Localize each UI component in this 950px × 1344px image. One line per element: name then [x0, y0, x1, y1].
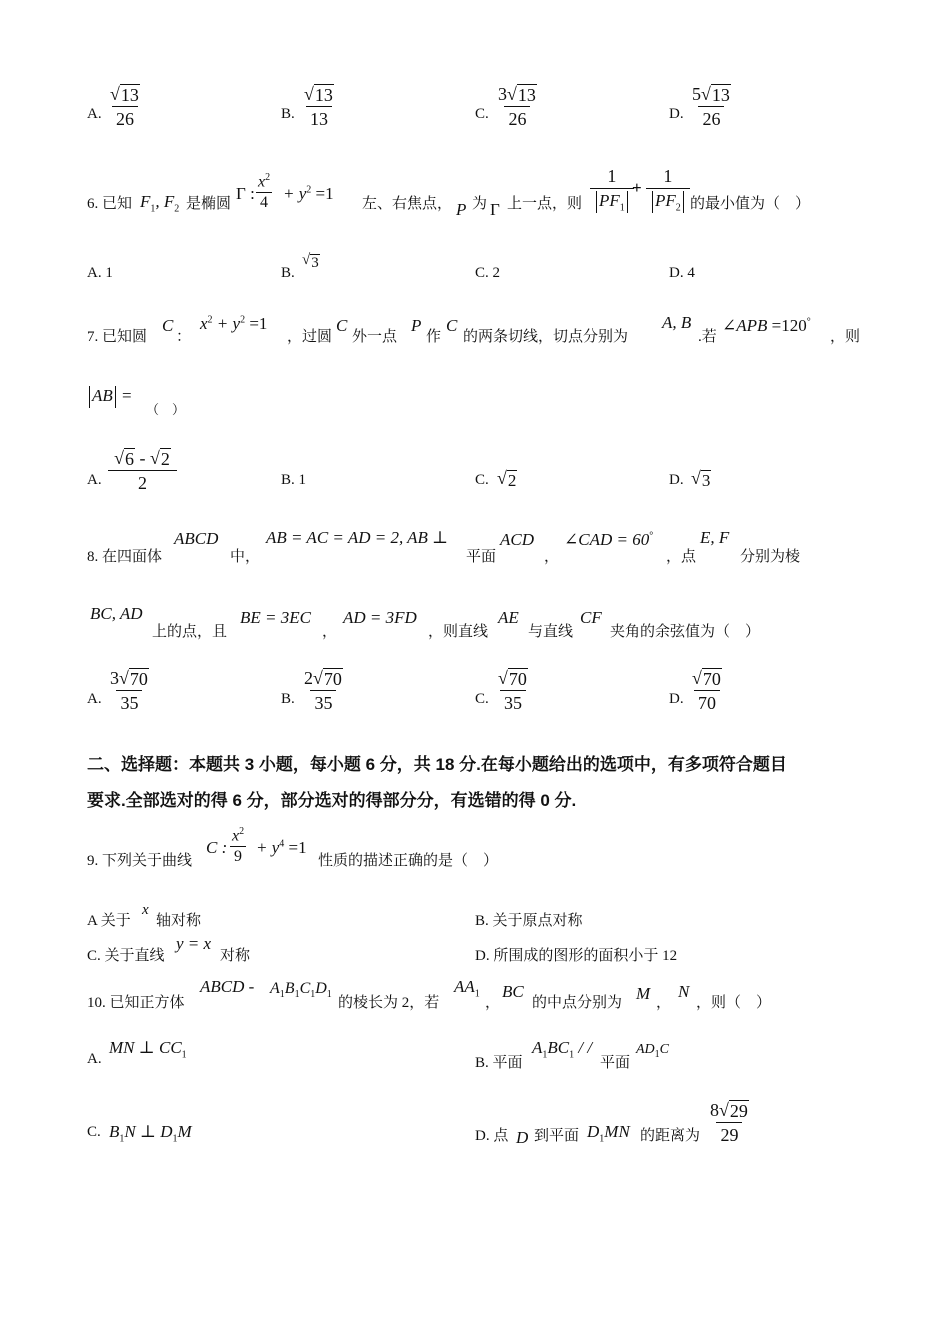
q6-plus: +: [632, 178, 642, 197]
q7-option-a-fraction: √ 6 - √ 2 2: [108, 446, 177, 495]
q8-cf: CF: [580, 608, 602, 627]
q6-ellipse-fraction: $\frac{x^2}{4}$: [258, 172, 271, 212]
q8-prefix: 8. 在四面体: [87, 549, 163, 565]
q7-circle: C: [162, 316, 174, 335]
q5-b-denominator: 13: [306, 106, 332, 131]
q9-option-a: A 关于: [87, 913, 131, 929]
q5-d-radicand: 13: [711, 85, 730, 105]
q6-option-d: D. 4: [669, 265, 695, 281]
q8-yu: 与直线: [528, 624, 574, 640]
q6-option-c: C. 2: [475, 265, 501, 281]
q10-option-d-label: D. 点: [475, 1128, 509, 1144]
q8-comma2: ，: [322, 624, 338, 640]
q5-c-radicand: 13: [517, 85, 536, 105]
q9-rest: + $y^4 =1$: [256, 838, 307, 857]
q7-paren: （ ）: [146, 402, 186, 417]
q7-mid1: ，过圆: [287, 329, 333, 345]
q7-ab: A, B: [662, 313, 692, 332]
q5-d-denominator: 26: [698, 106, 724, 131]
q9-option-c: C. 关于直线: [87, 948, 165, 964]
q8-comma1: ，: [544, 549, 560, 565]
q10-cube2: $A_1B_1C_1D_1$: [270, 980, 332, 1001]
q10-option-d-point: D: [516, 1128, 529, 1147]
q6-mid1: 左、右焦点，: [362, 196, 453, 212]
q8-acd: ACD: [500, 530, 534, 549]
q9-option-c-eq: y = x: [176, 934, 212, 953]
q8-ad: AD = 3FD: [343, 608, 417, 627]
q10-option-b-expr: $A_1BC_1$ / /: [532, 1038, 593, 1061]
q8-option-b-label: B.: [281, 691, 295, 707]
q9-option-b: B. 关于原点对称: [475, 913, 583, 929]
q10-option-d-tail: 的距离为: [640, 1128, 701, 1144]
q8-fenbie: 分别为棱: [740, 549, 801, 565]
q8-shang: 上的点，且: [152, 624, 228, 640]
q6-option-b-rad: √ 3: [302, 252, 319, 271]
q9-option-a-x: x: [142, 902, 149, 918]
q6-ellipse-rest: + $y^2 =1$: [283, 184, 334, 203]
q7-option-d-label: D.: [669, 472, 684, 488]
q5-option-b-fraction: √ 13 13: [304, 84, 333, 129]
q10-ze: ，则（ ）: [696, 995, 772, 1011]
q6-mid2: 上一点，则: [507, 196, 583, 212]
q7-option-d-rad: √ 3: [691, 468, 711, 490]
q6-prefix: 6. 已知: [87, 196, 133, 212]
q8-be: BE = 3EC: [240, 608, 311, 627]
q8-option-c-fraction: √ 70 35: [498, 668, 527, 713]
q9-option-a-tail: 轴对称: [156, 913, 202, 929]
q8-ef: E, F: [700, 528, 730, 547]
q8-plane: 平面: [466, 549, 497, 565]
q10-n: N: [678, 982, 690, 1001]
q10-option-c-expr: $B_1N$ ⊥ $D_1M$: [109, 1122, 192, 1145]
q7-option-b: B. 1: [281, 472, 307, 488]
q8-dian: ，点: [666, 549, 697, 565]
q6-frac2: $\frac{1}{PF_2}$: [646, 164, 690, 220]
q5-c-denominator: 26: [504, 106, 530, 131]
q6-option-a: A. 1: [87, 265, 113, 281]
q10-prefix: 10. 已知正方体: [87, 995, 185, 1011]
q10-option-d-plane: $D_1MN$: [587, 1122, 630, 1145]
q5-option-d-fraction: 5 √ 13 26: [692, 84, 730, 129]
q6-option-b: B.: [281, 265, 295, 281]
section2-heading-line2: 要求.全部选对的得 6 分，部分选对的得部分分，有选错的得 0 分.: [87, 791, 577, 810]
q10-comma: ，: [485, 995, 501, 1011]
q7-mid2: 外一点: [352, 329, 398, 345]
q10-aa1: $AA_1$: [454, 977, 480, 1000]
q10-comma2: ，: [656, 995, 672, 1011]
q10-option-c-label: C.: [87, 1124, 101, 1140]
q9-fraction: $\frac{x^2}{9}$: [232, 826, 245, 866]
q8-option-c-label: C.: [475, 691, 489, 707]
q5-option-d-label: D.: [669, 106, 684, 122]
q5-option-c-fraction: 3 √ 13 26: [498, 84, 536, 129]
q5-option-a-fraction: √ 13 26: [110, 84, 139, 129]
q10-mid: 的中点分别为: [532, 995, 623, 1011]
q8-option-a-label: A.: [87, 691, 102, 707]
q7-colon: ：: [176, 329, 192, 345]
q8-angle: ∠CAD = 60°: [564, 530, 654, 549]
q6-wei: 为: [472, 196, 488, 212]
q7-ab-abs: AB =: [87, 386, 132, 408]
q10-option-b-expr2: $AD_1C$: [636, 1042, 670, 1060]
q8-option-a-fraction: 3 √ 70 35: [110, 668, 148, 713]
q10-option-b-mid: 平面: [600, 1055, 631, 1071]
q8-tail: 夹角的余弦值为（ ）: [610, 624, 761, 640]
q9-curve: C :: [206, 838, 228, 857]
q9-prefix: 9. 下列关于曲线: [87, 853, 193, 869]
q6-gamma: Γ: [490, 200, 500, 219]
q5-option-a-label: A.: [87, 106, 102, 122]
q7-option-c-label: C.: [475, 472, 489, 488]
q6-ellipse-name: Γ :: [236, 184, 255, 203]
q7-mid4: 的两条切线，切点分别为: [463, 329, 629, 345]
q6-tail: 的最小值为（ ）: [690, 196, 811, 212]
q9-option-c-tail: 对称: [220, 948, 251, 964]
q5-a-denominator: 26: [112, 106, 138, 131]
section2-heading-line1: 二、选择题：本题共 3 小题，每小题 6 分，共 18 分.在每小题给出的选项中，有多项符合题目: [87, 755, 787, 774]
q10-cube1: ABCD -: [200, 977, 255, 996]
q6-frac1: $\frac{1}{PF_1}$: [590, 164, 634, 220]
q8-option-b-fraction: 2 √ 70 35: [304, 668, 342, 713]
q7-angle: ∠APB =120°: [722, 316, 811, 335]
q7-ze: ，则: [830, 329, 861, 345]
q5-option-c-label: C.: [475, 106, 489, 122]
q8-zhong: 中，: [230, 549, 261, 565]
q8-bcad: BC, AD: [90, 604, 143, 623]
q9-tail: 性质的描述正确的是（ ）: [318, 853, 499, 869]
q7-prefix: 7. 已知圆: [87, 329, 148, 345]
q10-option-d-mid: 到平面: [534, 1128, 580, 1144]
q8-ae: AE: [498, 608, 519, 627]
q7-circle-3: C: [446, 316, 458, 335]
q7-point-p: P: [411, 316, 422, 335]
q8-cond1: AB = AC = AD = 2, AB ⊥: [266, 528, 449, 547]
q10-m: M: [636, 984, 651, 1003]
q6-foci: $F_1$, $F_2$: [140, 192, 180, 215]
q5-a-radicand: 13: [120, 85, 139, 105]
q10-bc: BC: [502, 982, 524, 1001]
q7-equation: $x^2 + y^2 =1$: [200, 314, 268, 333]
q6-point-p: P: [456, 200, 467, 219]
q8-zhixian: ，则直线: [428, 624, 489, 640]
q9-option-d: D. 所围成的图形的面积小于 12: [475, 948, 678, 964]
q10-option-b-label: B. 平面: [475, 1055, 523, 1071]
q7-ruo: .若: [698, 329, 717, 345]
q6-ellipse-den: 4: [256, 192, 272, 213]
q10-option-d-fraction: 8 √ 29 29: [710, 1100, 748, 1145]
q7-circle-2: C: [336, 316, 348, 335]
q5-d-coef: 5: [692, 84, 701, 104]
q8-abcd: ABCD: [174, 529, 219, 548]
q10-option-a-label: A.: [87, 1051, 102, 1067]
q10-option-a-expr: MN ⊥ $CC_1$: [109, 1038, 187, 1061]
q10-tail1: 的棱长为 2，若: [338, 995, 440, 1011]
q5-c-coef: 3: [498, 84, 507, 104]
q5-option-b-label: B.: [281, 106, 295, 122]
q6-is-ellipse: 是椭圆: [186, 196, 232, 212]
q8-option-d-label: D.: [669, 691, 684, 707]
q7-mid3: 作: [426, 329, 442, 345]
q7-option-a-label: A.: [87, 472, 102, 488]
q8-option-d-fraction: √ 70 70: [692, 668, 721, 713]
q7-option-c-rad: √ 2: [497, 468, 517, 490]
q5-b-radicand: 13: [314, 85, 333, 105]
